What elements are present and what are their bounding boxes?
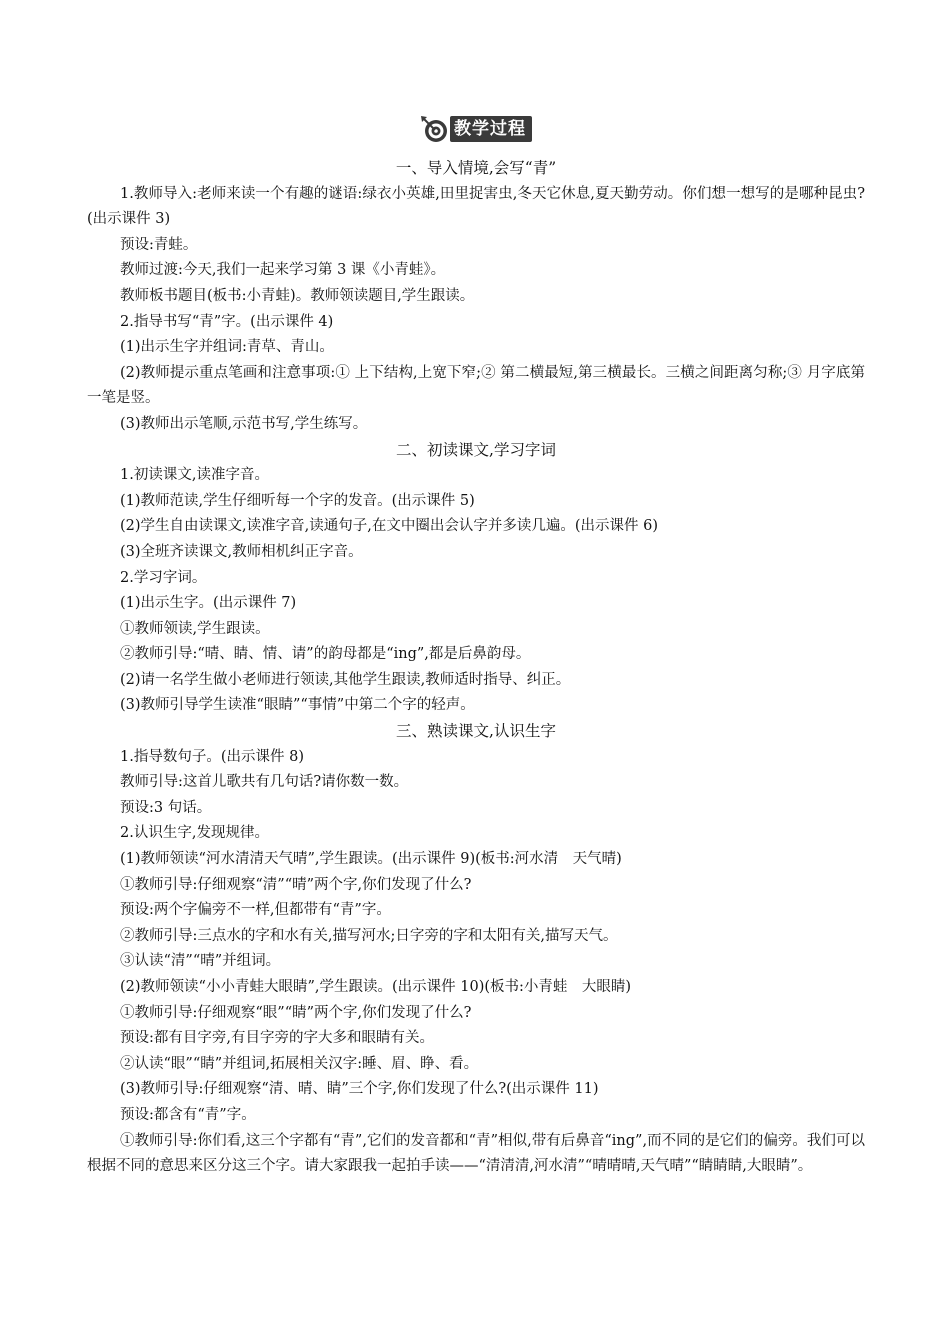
- paragraph: (3)教师引导学生读准“眼睛”“事情”中第二个字的轻声。: [120, 697, 475, 714]
- paragraph: 1.初读课文,读准字音。: [120, 467, 269, 484]
- paragraph: ③认读“清”“晴”并组词。: [120, 953, 281, 970]
- section-banner: [87, 112, 865, 146]
- paragraph: ①教师引导:你们看,这三个字都有“青”,它们的发音都和“青”相似,带有后鼻音“ing”,而不同的是它们的偏旁。我们可以根据不同的意思来区分这三个字。请大家跟我一起拍手读——“清清清,河水清”“晴晴晴,天气晴”“睛睛睛,大眼睛”。: [87, 1132, 865, 1175]
- paragraph: 1.指导数句子。(出示课件 8): [120, 748, 304, 765]
- lesson-content: [87, 156, 865, 1180]
- paragraph: (1)出示生字并组词:青草、青山。: [120, 339, 334, 356]
- section-heading: 一、导入情境,会写“青”: [395, 159, 557, 177]
- document-page: [87, 112, 865, 1180]
- paragraph: (1)教师范读,学生仔细听每一个字的发音。(出示课件 5): [120, 492, 475, 509]
- paragraph: 预设:都含有“青”字。: [120, 1106, 256, 1123]
- section-heading: 二、初读课文,学习字词: [396, 440, 556, 459]
- paragraph: 2.指导书写“青”字。(出示课件 4): [120, 313, 334, 330]
- paragraph: ①教师领读,学生跟读。: [120, 620, 270, 637]
- paragraph: (2)请一名学生做小老师进行领读,其他学生跟读,教师适时指导、纠正。: [120, 671, 571, 688]
- paragraph: (2)学生自由读课文,读准字音,读通句子,在文中圈出会认字并多读几遍。(出示课件 6): [120, 518, 659, 535]
- paragraph: (2)教师领读“小小青蛙大眼睛”,学生跟读。(出示课件 10)(板书:小青蛙 大眼睛): [120, 979, 632, 995]
- paragraph: 预设:都有目字旁,有目字旁的字大多和眼睛有关。: [120, 1030, 434, 1047]
- paragraph: ②教师引导:“晴、睛、情、请”的韵母都是“ing”,都是后鼻韵母。: [120, 646, 531, 663]
- paragraph: (1)教师领读“河水清清天气晴”,学生跟读。(出示课件 9)(板书:河水清 天气晴): [120, 851, 622, 868]
- paragraph: ②教师引导:三点水的字和水有关,描写河水;日字旁的字和太阳有关,描写天气。: [120, 927, 618, 944]
- paragraph: (3)教师出示笔顺,示范书写,学生练写。: [120, 415, 368, 432]
- paragraph: 教师引导:这首儿歌共有几句话?请你数一数。: [120, 774, 409, 791]
- banner-badge: [420, 115, 532, 143]
- paragraph: (2)教师提示重点笔画和注意事项:① 上下结构,上宽下窄;② 第二横最短,第三横最长。三横之间距离匀称;③ 月字底第一笔是竖。: [87, 364, 865, 407]
- banner-title: 教学过程: [450, 116, 532, 142]
- paragraph: 教师过渡:今天,我们一起来学习第 3 课《小青蛙》。: [120, 262, 446, 279]
- paragraph: 预设:两个字偏旁不一样,但都带有“青”字。: [120, 902, 391, 919]
- paragraph: ①教师引导:仔细观察“眼”“睛”两个字,你们发现了什么?: [120, 1004, 472, 1021]
- paragraph: (3)教师引导:仔细观察“清、晴、睛”三个字,你们发现了什么?(出示课件 11): [120, 1081, 599, 1098]
- paragraph: 2.认识生字,发现规律。: [120, 825, 269, 842]
- paragraph: 1.教师导入:老师来读一个有趣的谜语:绿衣小英雄,田里捉害虫,冬天它休息,夏天勤劳动。你们想一想写的是哪种昆虫?(出示课件 3): [87, 185, 865, 228]
- section-heading: 三、熟读课文,认识生字: [396, 722, 556, 741]
- paragraph: ①教师引导:仔细观察“清”“晴”两个字,你们发现了什么?: [120, 876, 472, 893]
- paragraph: 预设:3 句话。: [120, 799, 212, 816]
- paragraph: 2.学习字词。: [120, 569, 207, 586]
- paragraph: (3)全班齐读课文,教师相机纠正字音。: [120, 543, 363, 560]
- paragraph: ②认读“眼”“睛”并组词,拓展相关汉字:睡、眉、睁、看。: [120, 1055, 479, 1072]
- paragraph: 教师板书题目(板书:小青蛙)。教师领读题目,学生跟读。: [120, 287, 475, 304]
- paragraph: 预设:青蛙。: [120, 236, 198, 253]
- target-icon: [420, 115, 450, 143]
- paragraph: (1)出示生字。(出示课件 7): [120, 595, 297, 612]
